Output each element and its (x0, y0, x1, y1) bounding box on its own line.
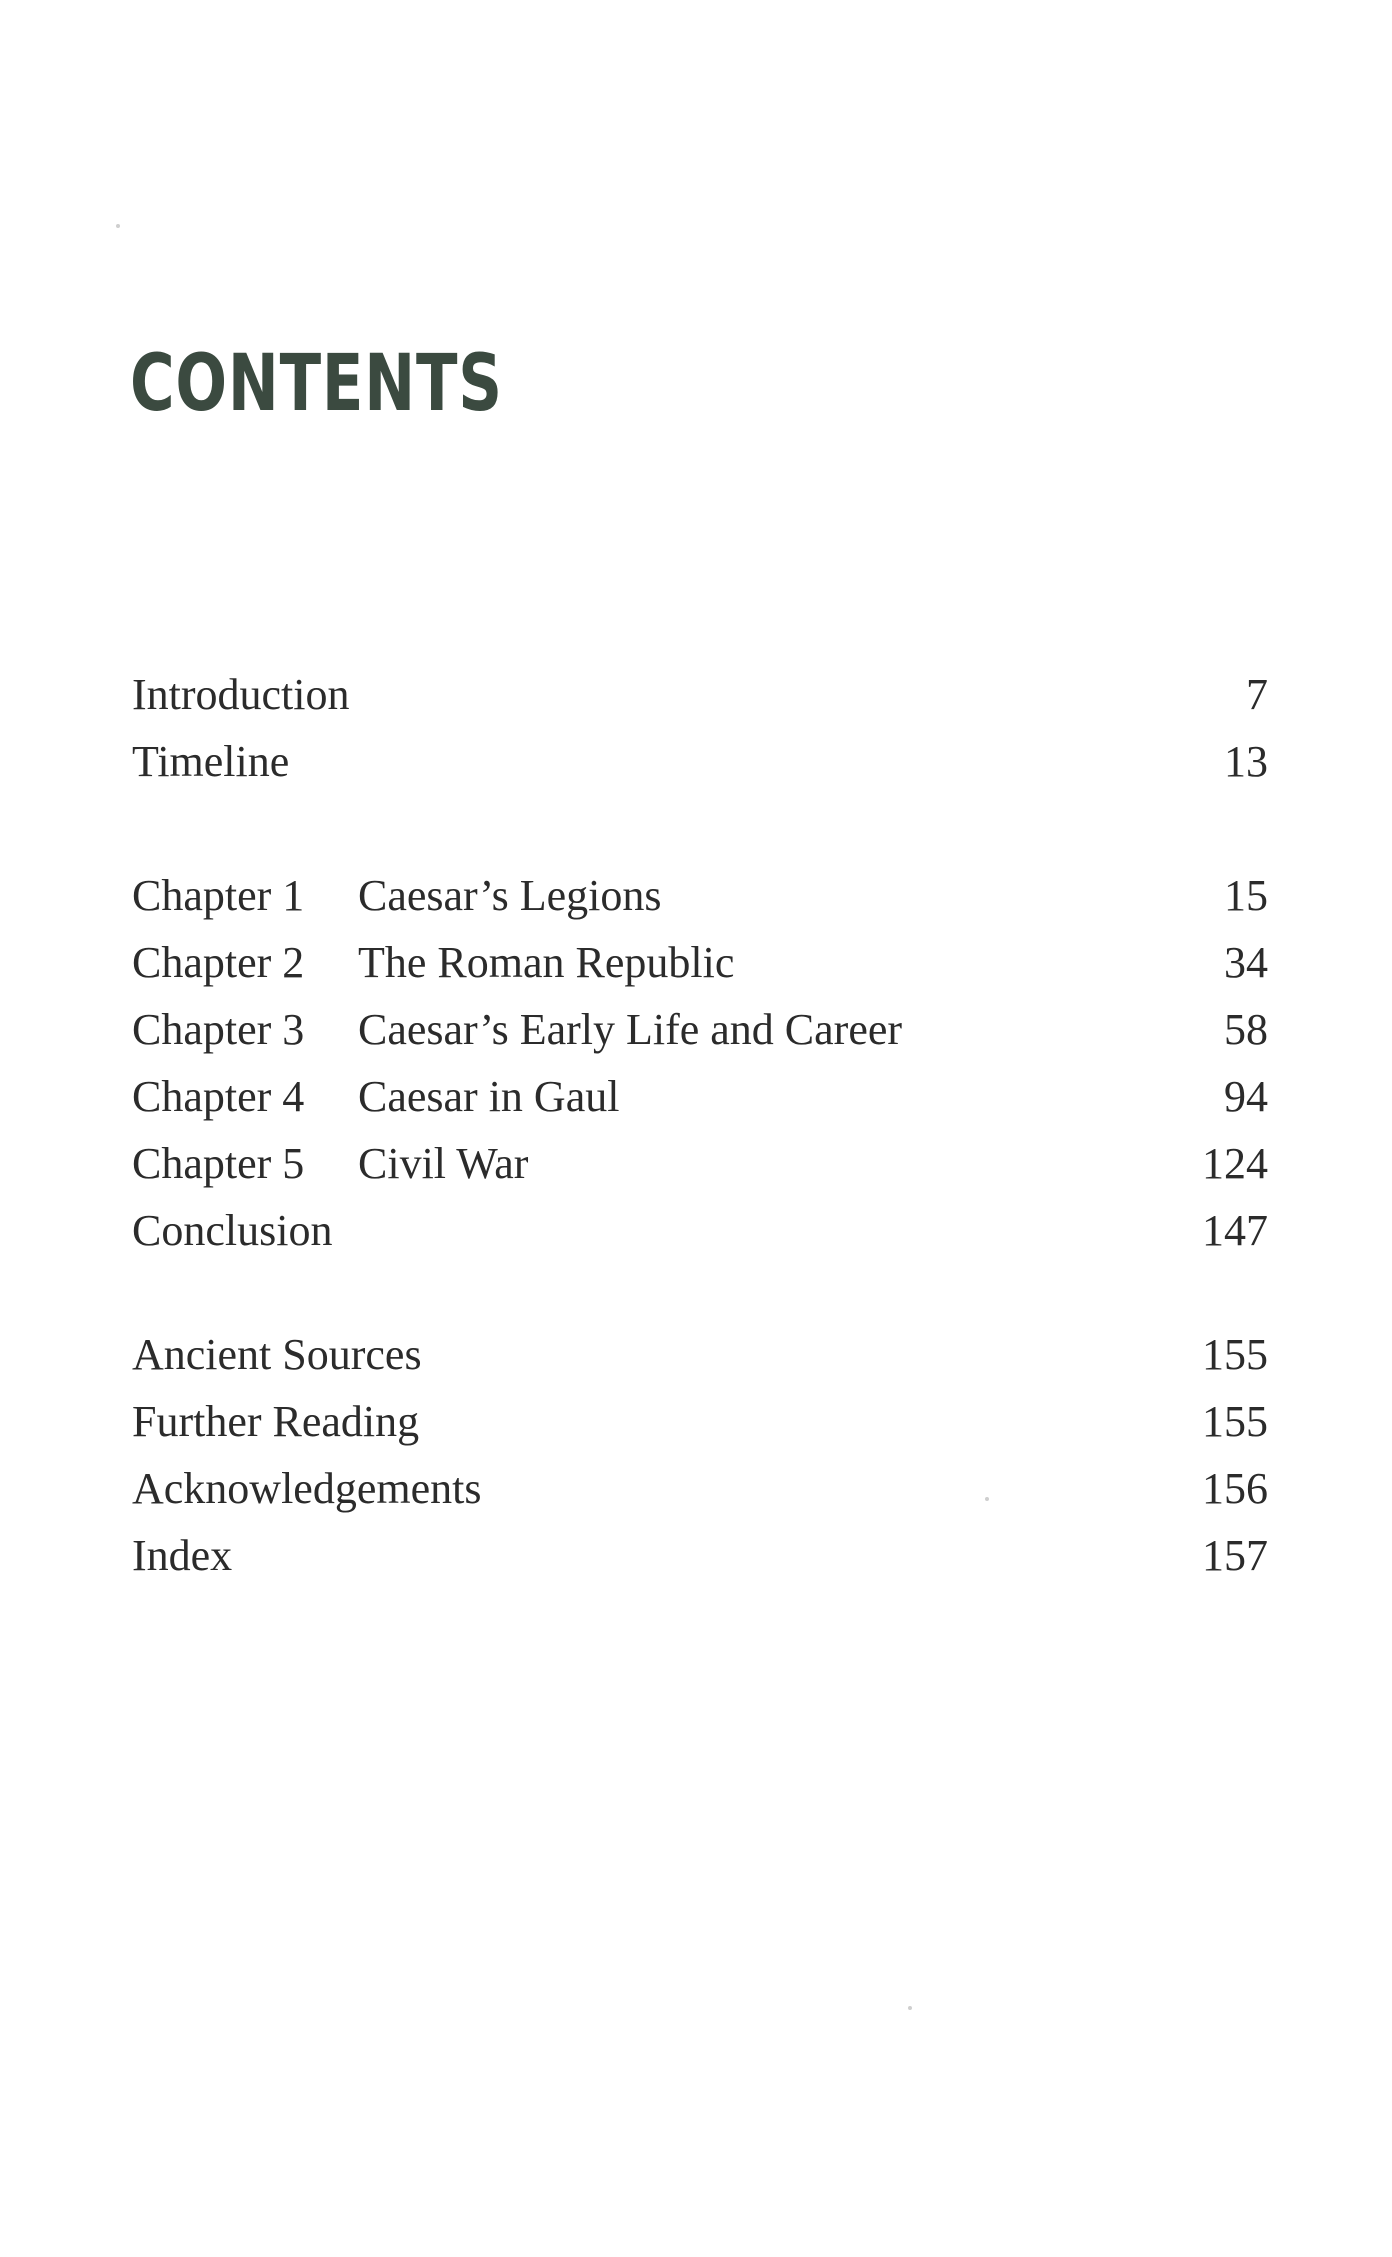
toc-entry-timeline[interactable] (132, 728, 1268, 795)
toc-entry-label: Further Reading (132, 1397, 420, 1446)
toc-chapter-title: Caesar in Gaul (358, 1072, 620, 1121)
toc-front-matter (132, 661, 1268, 795)
toc-entry-conclusion[interactable] (132, 1197, 1268, 1264)
toc-back-matter (132, 1321, 1268, 1589)
toc-entry-chapter-4[interactable] (132, 1063, 1268, 1130)
toc-entry-label: Timeline (132, 737, 290, 786)
toc-entry-page: 156 (1202, 1464, 1268, 1513)
toc-entry-ancient-sources[interactable] (132, 1321, 1268, 1388)
toc-entry-page: 15 (1224, 871, 1268, 920)
toc-entry-chapter-2[interactable] (132, 929, 1268, 996)
toc-chapter-label: Chapter 3 (132, 1005, 305, 1054)
toc-chapter-title: Caesar’s Early Life and Career (358, 1005, 903, 1054)
toc-entry-page: 155 (1202, 1330, 1268, 1379)
toc-chapter-label: Chapter 5 (132, 1139, 305, 1188)
page-title: CONTENTS (130, 339, 503, 429)
scan-speck (985, 1497, 989, 1501)
toc-entry-further-reading[interactable] (132, 1388, 1268, 1455)
toc-entry-page: 157 (1202, 1531, 1268, 1580)
toc-entry-page: 147 (1202, 1206, 1268, 1255)
toc-entry-page: 34 (1224, 938, 1268, 987)
scan-speck (116, 224, 120, 228)
toc-entry-index[interactable] (132, 1522, 1268, 1589)
toc-chapter-label: Chapter 1 (132, 871, 305, 920)
toc-entry-page: 94 (1224, 1072, 1268, 1121)
toc-entry-introduction[interactable] (132, 661, 1268, 728)
toc-entry-chapter-1[interactable] (132, 862, 1268, 929)
toc-entry-page: 155 (1202, 1397, 1268, 1446)
toc-entry-label: Index (132, 1531, 233, 1580)
toc-entry-label: Introduction (132, 670, 350, 719)
toc-chapter-label: Chapter 2 (132, 938, 305, 987)
toc-entry-page: 58 (1224, 1005, 1268, 1054)
toc-chapters (132, 862, 1268, 1264)
toc-entry-page: 13 (1224, 737, 1268, 786)
toc-entry-label: Conclusion (132, 1206, 333, 1255)
toc-entry-acknowledgements[interactable] (132, 1455, 1268, 1522)
toc-entry-chapter-3[interactable] (132, 996, 1268, 1063)
toc-chapter-label: Chapter 4 (132, 1072, 305, 1121)
toc-entry-label: Acknowledgements (132, 1464, 482, 1513)
scan-speck (908, 2006, 912, 2010)
toc-entry-chapter-5[interactable] (132, 1130, 1268, 1197)
toc-entry-label: Ancient Sources (132, 1330, 422, 1379)
toc-chapter-title: Caesar’s Legions (358, 871, 662, 920)
toc-chapter-title: Civil War (358, 1139, 529, 1188)
toc-entry-page: 124 (1202, 1139, 1268, 1188)
toc-entry-page: 7 (1246, 670, 1268, 719)
toc-chapter-title: The Roman Republic (358, 938, 735, 987)
